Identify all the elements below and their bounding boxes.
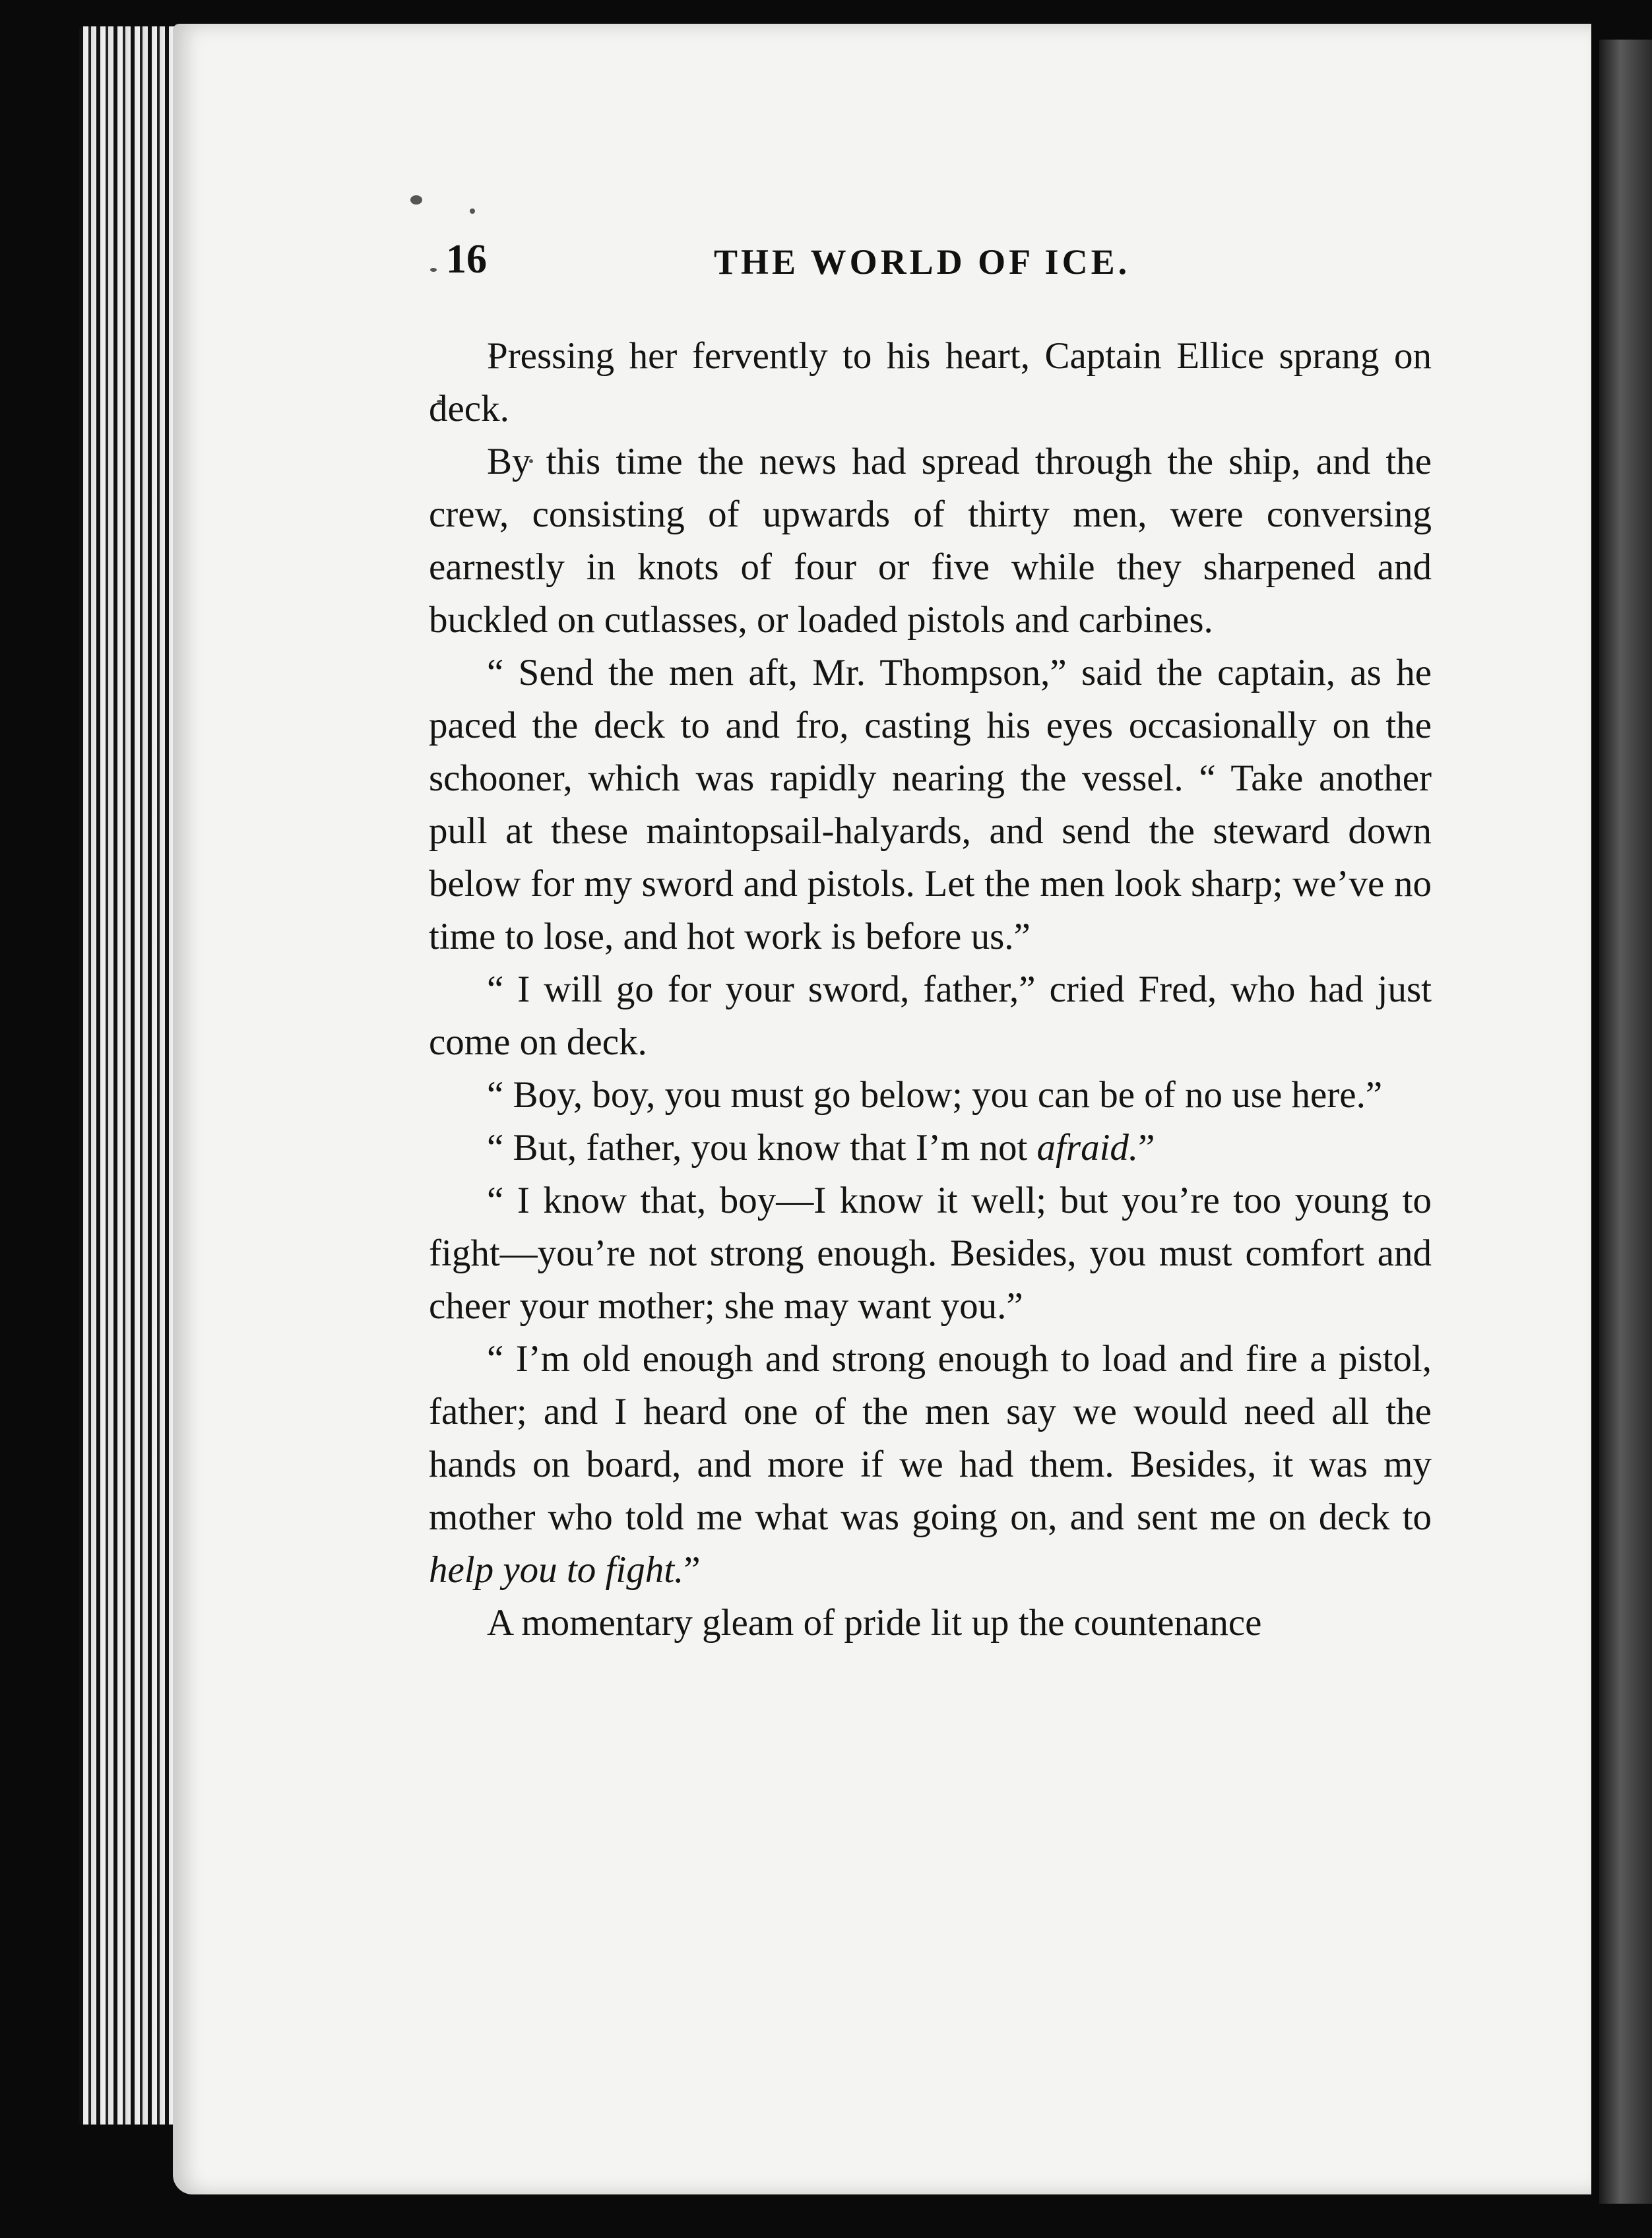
paragraph <box>429 1174 1432 1333</box>
paragraph <box>429 1122 1432 1174</box>
paragraph <box>429 1333 1432 1597</box>
text-run: ” <box>683 1549 701 1591</box>
italic-text: help you to fight. <box>429 1549 684 1591</box>
paragraph <box>429 1069 1432 1122</box>
text-run: “ Boy, boy, you must go below; you can be of no use here.” <box>487 1074 1383 1116</box>
page-number: 16 <box>446 237 487 282</box>
text-run: A momentary gleam of pride lit up the countenance <box>487 1602 1262 1644</box>
text-run: “ I will go for your sword, father,” cried Fred, who had just come on deck. <box>429 969 1432 1063</box>
paragraph <box>429 963 1432 1069</box>
body-text <box>429 330 1432 1649</box>
italic-text: afraid. <box>1036 1127 1139 1168</box>
page-header <box>446 236 1436 296</box>
text-run: By this time the news had spread through the ship, and the crew, consisting of upwards of thirty men, were conversing earnestly in knots of four or five while they sharpened and buckled on cutlasses, or loaded pistols and carbines. <box>429 441 1432 641</box>
text-run: “ I’m old enough and strong enough to load and fire a pistol, father; and I heard one of the men say we would need all the hands on board, and more if we had them. Besides, it was my mother who told me what was going on, and sent me on deck to <box>429 1338 1432 1538</box>
facing-page-edge <box>1599 40 1652 2204</box>
running-title: THE WORLD OF ICE. <box>714 242 1131 282</box>
paragraph <box>429 1597 1432 1649</box>
text-run: “ But, father, you know that I’m not <box>487 1127 1037 1168</box>
paragraph <box>429 647 1432 963</box>
text-run: Pressing her fervently to his heart, Captain Ellice sprang on deck. <box>429 335 1432 430</box>
paragraph <box>429 330 1432 435</box>
text-run: “ Send the men aft, Mr. Thompson,” said the captain, as he paced the deck to and fro, casting his eyes occasionally on the schooner, which was rapidly nearing the vessel. “ Take another pull at these maintopsail-halyards, and send the steward down below for my sword and pistols. Let the men look sharp; we’ve no time to lose, and hot work is before us.” <box>429 652 1432 957</box>
text-run: ” <box>1138 1127 1155 1168</box>
paragraph <box>429 435 1432 647</box>
text-run: “ I know that, boy—I know it well; but you’re too young to fight—you’re not strong enough. Besides, you must comfort and cheer your mother; she may want you.” <box>429 1180 1432 1327</box>
